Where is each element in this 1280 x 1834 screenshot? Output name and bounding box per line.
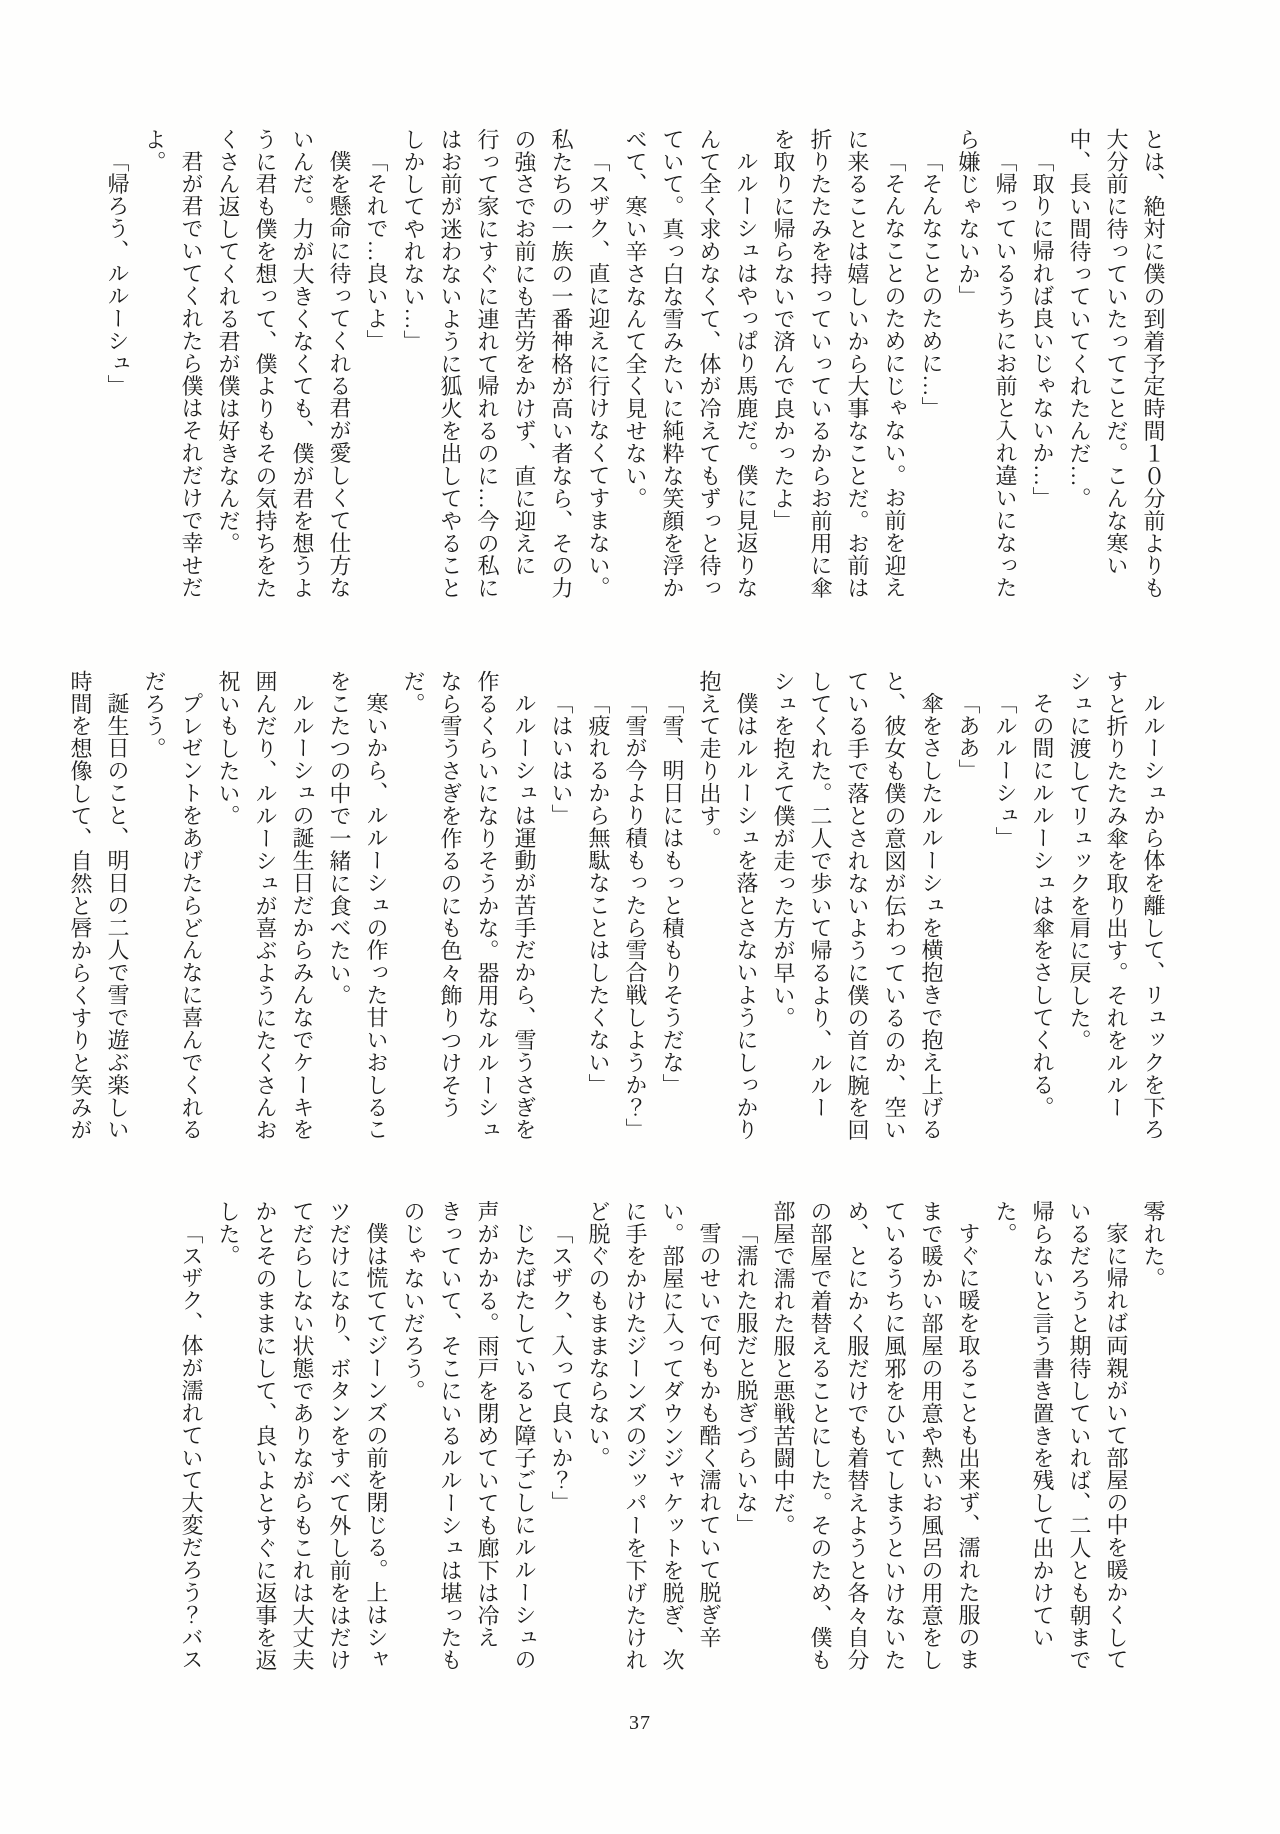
paragraph: 「疲れるから無駄なことはしたくない」: [586, 692, 611, 1096]
paragraph: とは、絶対に僕の到着予定時間１０分前よりも大分前に待っていたってことだ。こんな寒い中、長い間待っていてくれたんだ…。: [1067, 128, 1166, 600]
paragraph: 雪のせいで何もかも酷く濡れていて脱ぎ辛い。部屋に入ってダウンジャケットを脱ぎ、次に手をかけたジーンズのジッパーを下げたけれど脱ぐのもままならない。: [586, 1200, 722, 1672]
paragraph: プレゼントをあげたらどんなに喜んでくれるだろう。: [142, 670, 204, 1141]
paragraph: 「帰っているうちにお前と入れ違いになったら嫌じゃないか」: [956, 128, 1018, 599]
paragraph: 「スザク、体が濡れていて大変だろう？バス: [179, 1222, 204, 1671]
paragraph: 「はいはい」: [549, 692, 574, 827]
paragraph: 傘をさしたルルーシュを横抱きで抱え上げると、彼女も僕の意図が伝わっているのか、空いている手で落とされないように僕の首に腕を回してくれた。二人で歩いて帰るより、ルルーシュを抱えて僕が走った方が早い。: [771, 670, 944, 1142]
paragraph: ルルーシュは運動が苦手だから、雪うさぎを作るくらいになりそうかな。器用なルルーシュなら雪うさぎを作るのにも色々飾りつけそうだ。: [401, 670, 537, 1142]
paragraph: 「そんなことのためにじゃない。お前を迎えに来ることは嬉しいから大事なことだ。お前は折りたたみを持っていっているからお前用に傘を取りに帰らないで済んで良かったよ」: [771, 128, 907, 600]
paragraph: 「雪が今より積もったら雪合戦しようか？」: [623, 692, 648, 1141]
paragraph: 「雪、明日にはもっと積もりそうだな」: [660, 692, 685, 1096]
paragraph: すぐに暖を取ることも出来ず、濡れた服のままで暖かい部屋の用意や熱いお風呂の用意をしているうちに風邪をひいてしまうといけないため、とにかく服だけでも着替えようと各々自分の部屋で着替えることにした。そのため、僕も部屋で濡れた服と悪戦苦闘中だ。: [771, 1200, 981, 1672]
paragraph: 「それで…良いよ」: [364, 150, 389, 352]
paragraph: 「帰ろう、ルルーシュ」: [105, 150, 130, 397]
paragraph: ルルーシュはやっぱり馬鹿だ。僕に見返りなんて全く求めなくて、体が冷えてもずっと待っていて。真っ白な雪みたいに純粋な笑顔を浮かべて、寒い辛さなんて全く見せない。: [623, 128, 759, 600]
paragraph: 「ああ」: [956, 692, 981, 782]
text-band-middle: [46, 670, 1172, 1152]
text-band-bottom: [46, 1200, 1172, 1682]
paragraph: 家に帰れば両親がいて部屋の中を暖かくしているだろうと期待していれば、二人とも朝まで帰らないと言う書き置きを残して出かけていた。: [993, 1200, 1129, 1672]
paragraph: その間にルルーシュは傘をさしてくれる。: [1030, 692, 1055, 1119]
paragraph: ルルーシュの誕生日だからみんなでケーキを囲んだり、ルルーシュが喜ぶようにたくさんお祝いもしたい。: [216, 670, 315, 1142]
paragraph: 零れた。: [1141, 1200, 1166, 1290]
paragraph: 「スザク、直に迎えに行けなくてすまない。私たちの一族の一番神格が高い者なら、その力の強さでお前にも苦労をかけず、直に迎えに行って家にすぐに連れて帰れるのに…今の私にはお前が迷わないように狐火を出してやることしかしてやれない…」: [401, 128, 611, 600]
paragraph: 君が君でいてくれたら僕はそれだけで幸せだよ。: [142, 128, 204, 599]
text-band-top: [46, 128, 1172, 610]
paragraph: 僕はルルーシュを落とさないようにしっかり抱えて走り出す。: [697, 670, 759, 1141]
paragraph: 「そんなことのために…」: [919, 150, 944, 420]
paragraph: 「スザク、入って良いか？」: [549, 1222, 574, 1514]
paragraph: ルルーシュから体を離して、リュックを下ろすと折りたたみ傘を取り出す。それをルルーシュに渡してリュックを肩に戻した。: [1067, 670, 1166, 1141]
paragraph: 僕を懸命に待ってくれる君が愛しくて仕方ないんだ。力が大きくなくても、僕が君を想うように君も僕を想って、僕よりもその気持ちをたくさん返してくれる君が僕は好きなんだ。: [216, 128, 352, 600]
paragraph: 「取りに帰れば良いじゃないか…」: [1030, 150, 1055, 510]
paragraph: 誕生日のこと、明日の二人で雪で遊ぶ楽しい時間を想像して、自然と唇からくすりと笑みが: [68, 670, 130, 1142]
page-number: 37: [629, 1712, 651, 1734]
paragraph: 寒いから、ルルーシュの作った甘いおしるこをこたつの中で一緒に食べたい。: [327, 670, 389, 1141]
paragraph: 「濡れた服だと脱ぎづらいな」: [734, 1222, 759, 1537]
paragraph: 「ルルーシュ」: [993, 692, 1018, 850]
paragraph: じたばたしていると障子ごしにルルーシュの声がかかる。雨戸を閉めていても廊下は冷えきっていて、そこにいるルルーシュは堪ったものじゃないだろう。: [401, 1200, 537, 1672]
paragraph: 僕は慌ててジーンズの前を閉じる。上はシャツだけになり、ボタンをすべて外し前をはだけてだらしない状態でありながらもこれは大丈夫かとそのままにして、良いよとすぐに返事を返した。: [216, 1200, 389, 1672]
